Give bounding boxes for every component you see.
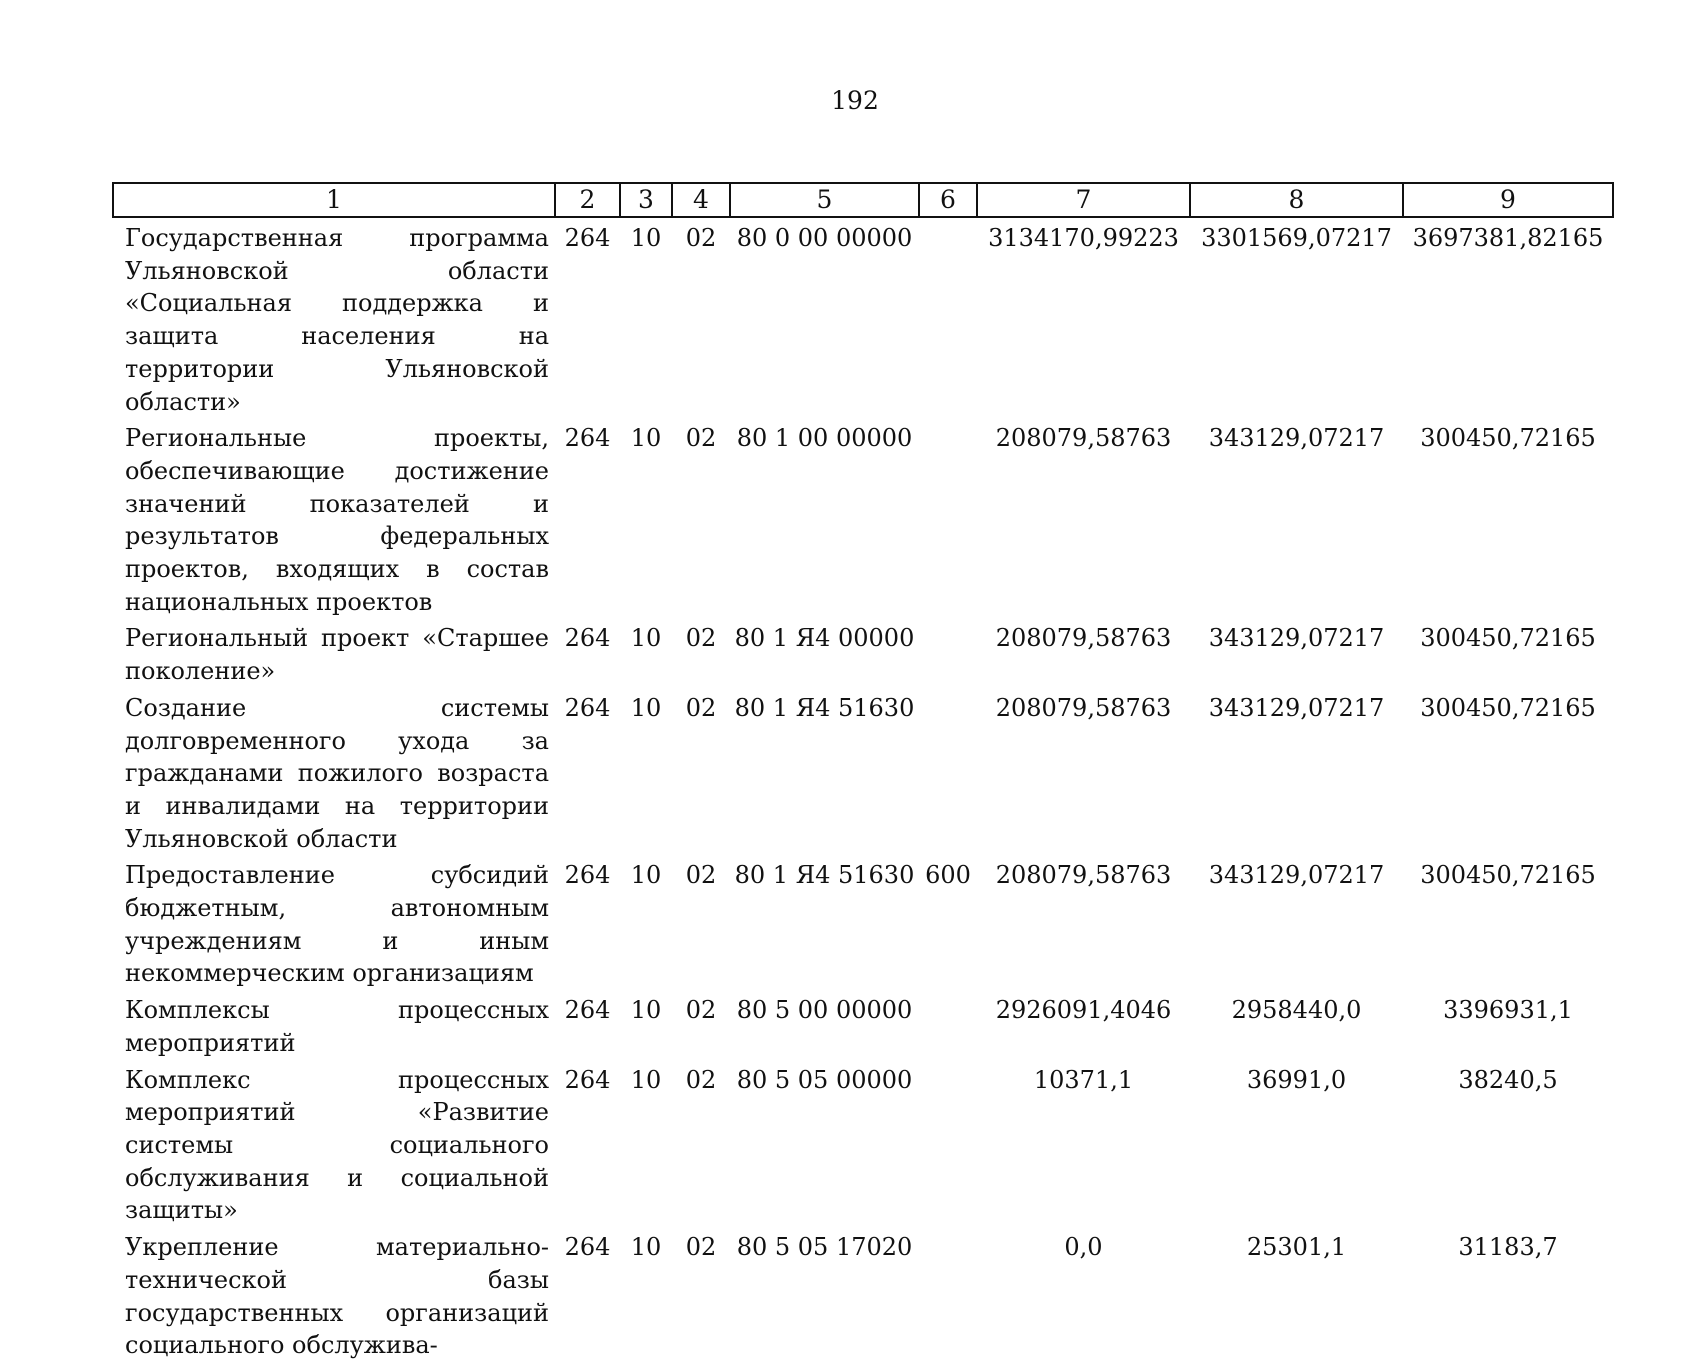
row-col-5: 80 1 Я4 51630 — [734, 693, 915, 722]
row-col-9: 300450,72165 — [1420, 624, 1596, 653]
row-col-8: 2958440,0 — [1231, 996, 1362, 1025]
row-col-2: 264 — [564, 624, 611, 653]
row-name: Комплексы процессных мероприятий — [125, 996, 549, 1057]
row-col-9: 300450,72165 — [1420, 424, 1596, 453]
row-col-3: 10 — [630, 624, 662, 653]
row-col-7: 208079,58763 — [995, 693, 1172, 722]
row-col-6: 600 — [925, 861, 971, 890]
table-row — [113, 688, 1613, 856]
header-col-3: 3 — [620, 183, 672, 217]
row-name: Создание системы долговременного ухода за гражданами пожилого возраста и инвалидами на территории Ульяновской области — [125, 693, 549, 853]
table-row — [113, 1060, 1613, 1228]
row-col-9: 3697381,82165 — [1412, 224, 1604, 252]
row-col-8: 3301569,07217 — [1201, 224, 1392, 252]
row-col-7: 208079,58763 — [995, 861, 1172, 890]
row-col-4: 02 — [685, 1065, 717, 1094]
row-col-7: 208079,58763 — [995, 624, 1172, 653]
row-col-8: 25301,1 — [1246, 1233, 1347, 1262]
header-col-9: 9 — [1403, 183, 1613, 217]
row-col-4: 02 — [685, 424, 717, 453]
table-row — [113, 217, 1613, 418]
row-col-8: 343129,07217 — [1208, 861, 1385, 890]
row-col-8: 343129,07217 — [1208, 693, 1385, 722]
row-col-3: 10 — [630, 224, 662, 252]
row-col-5: 80 1 Я4 00000 — [734, 624, 915, 653]
row-col-3: 10 — [630, 424, 662, 453]
row-name: Региональные проекты, обеспечивающие достижение значений показателей и результатов федеральных проектов, входящих в состав национальных проектов — [125, 424, 549, 616]
table-row — [113, 855, 1613, 990]
row-col-9: 300450,72165 — [1420, 693, 1596, 722]
table-header-row — [113, 183, 1613, 217]
row-col-3: 10 — [630, 861, 662, 890]
row-col-2: 264 — [564, 1233, 611, 1262]
row-col-5: 80 5 05 00000 — [736, 1065, 913, 1094]
table-row — [113, 990, 1613, 1059]
row-col-9: 3396931,1 — [1443, 996, 1573, 1025]
row-col-8: 343129,07217 — [1208, 424, 1385, 453]
row-col-4: 02 — [685, 1233, 717, 1262]
row-name: Укрепление материально-технической базы государственных организаций социального обслужива- — [125, 1233, 549, 1360]
row-col-5: 80 1 00 00000 — [736, 424, 913, 453]
row-col-6 — [919, 618, 977, 687]
table-row — [113, 1227, 1613, 1362]
row-name: Региональный проект «Старшее поколение» — [125, 624, 549, 686]
row-col-3: 10 — [630, 693, 662, 722]
row-col-2: 264 — [564, 224, 611, 252]
header-col-7: 7 — [977, 183, 1190, 217]
budget-table — [112, 182, 1614, 1362]
row-name: Комплекс процессных мероприятий «Развитие системы социального обслуживания и социальной защиты» — [125, 1065, 549, 1225]
row-col-4: 02 — [685, 693, 717, 722]
row-col-5: 80 0 00 00000 — [736, 224, 913, 252]
row-col-3: 10 — [630, 1233, 662, 1262]
row-col-2: 264 — [564, 996, 611, 1025]
row-name: Предоставление субсидий бюджетным, автономным учреждениям и иным некоммерческим организациям — [125, 861, 549, 988]
row-col-5: 80 1 Я4 51630 — [734, 861, 915, 890]
row-col-6 — [919, 688, 977, 856]
row-col-9: 31183,7 — [1458, 1233, 1558, 1262]
header-col-5: 5 — [730, 183, 919, 217]
header-col-4: 4 — [672, 183, 730, 217]
row-col-2: 264 — [564, 424, 611, 453]
row-col-6 — [919, 1060, 977, 1228]
row-col-7: 10371,1 — [1033, 1065, 1134, 1094]
row-col-9: 300450,72165 — [1420, 861, 1596, 890]
row-col-3: 10 — [630, 1065, 662, 1094]
row-col-2: 264 — [564, 693, 611, 722]
header-col-6: 6 — [919, 183, 977, 217]
row-col-6 — [919, 1227, 977, 1362]
row-col-7: 0,0 — [1064, 1233, 1103, 1262]
row-col-4: 02 — [685, 624, 717, 653]
row-col-2: 264 — [564, 1065, 611, 1094]
row-col-5: 80 5 05 17020 — [736, 1233, 913, 1262]
row-col-4: 02 — [685, 996, 717, 1025]
row-col-7: 208079,58763 — [995, 424, 1172, 453]
header-col-8: 8 — [1190, 183, 1403, 217]
table-row — [113, 618, 1613, 687]
row-col-4: 02 — [685, 224, 717, 252]
row-col-6 — [919, 418, 977, 618]
row-col-7: 3134170,99223 — [988, 224, 1179, 252]
row-col-5: 80 5 00 00000 — [736, 996, 913, 1025]
row-col-2: 264 — [564, 861, 611, 890]
row-col-8: 343129,07217 — [1208, 624, 1385, 653]
row-col-3: 10 — [630, 996, 662, 1025]
table-row — [113, 418, 1613, 618]
row-col-6 — [919, 990, 977, 1059]
header-col-2: 2 — [555, 183, 620, 217]
row-col-6 — [919, 217, 977, 418]
page-number: 192 — [831, 86, 879, 115]
row-col-4: 02 — [685, 861, 717, 890]
header-col-1: 1 — [113, 183, 555, 217]
row-col-7: 2926091,4046 — [995, 996, 1172, 1025]
row-col-8: 36991,0 — [1246, 1065, 1347, 1094]
row-name: Государственная программа Ульяновской области «Социальная поддержка и защита населения на территории Ульяновской области» — [125, 224, 549, 416]
row-col-9: 38240,5 — [1458, 1065, 1558, 1094]
